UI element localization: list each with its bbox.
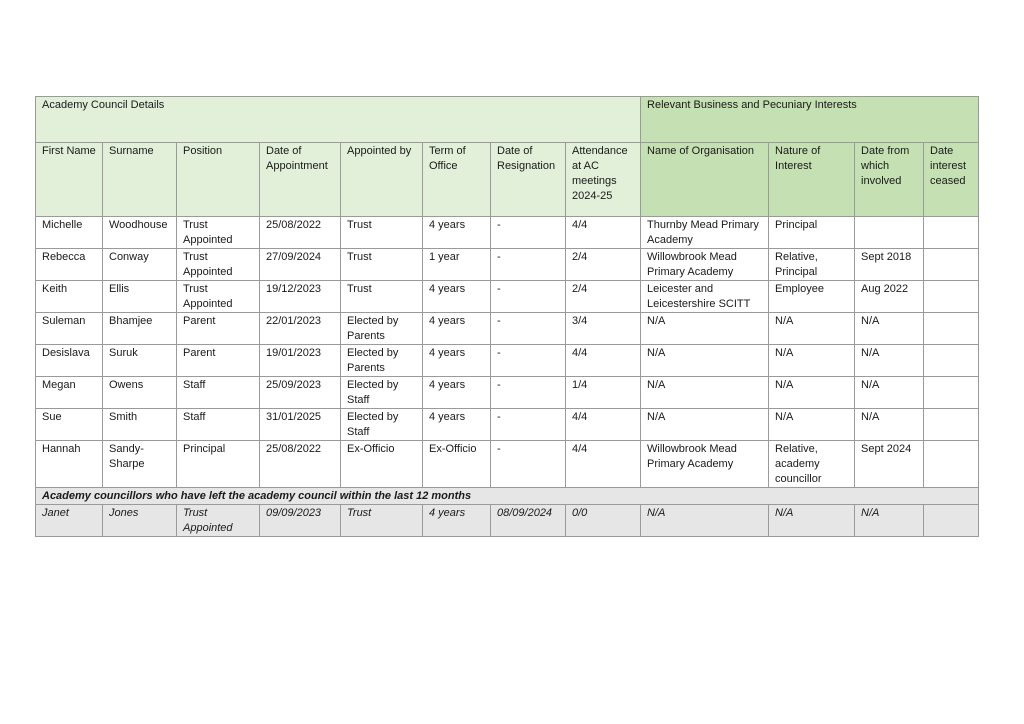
- table-cell: 4/4: [566, 409, 641, 441]
- table-cell: Parent: [177, 345, 260, 377]
- column-header: Surname: [103, 143, 177, 217]
- table-row: [36, 409, 979, 441]
- table-cell: 4 years: [423, 409, 491, 441]
- table-cell: -: [491, 377, 566, 409]
- table-cell: Sept 2018: [855, 249, 924, 281]
- table-cell: Elected by Staff: [341, 377, 423, 409]
- table-cell: Elected by Parents: [341, 313, 423, 345]
- table-cell: 25/08/2022: [260, 217, 341, 249]
- table-cell: -: [491, 281, 566, 313]
- table-cell: N/A: [641, 409, 769, 441]
- table-cell: 4/4: [566, 441, 641, 488]
- table-cell: Hannah: [36, 441, 103, 488]
- table-cell: -: [491, 313, 566, 345]
- table-cell: Parent: [177, 313, 260, 345]
- table-cell: [924, 217, 979, 249]
- table-cell: 25/08/2022: [260, 441, 341, 488]
- table-cell: N/A: [855, 313, 924, 345]
- table-cell: N/A: [855, 409, 924, 441]
- table-cell: Woodhouse: [103, 217, 177, 249]
- table-cell: Thurnby Mead Primary Academy: [641, 217, 769, 249]
- column-header: Term of Office: [423, 143, 491, 217]
- table-cell: Elected by Parents: [341, 345, 423, 377]
- table-cell: [924, 409, 979, 441]
- table-cell: -: [491, 345, 566, 377]
- table-cell: 31/01/2025: [260, 409, 341, 441]
- table-cell: [924, 441, 979, 488]
- table-cell: 4 years: [423, 377, 491, 409]
- table-cell: Willowbrook Mead Primary Academy: [641, 249, 769, 281]
- table-cell: 4/4: [566, 217, 641, 249]
- table-cell: N/A: [769, 409, 855, 441]
- table-cell: Trust Appointed: [177, 249, 260, 281]
- column-header: Date of Appointment: [260, 143, 341, 217]
- table-row: [36, 345, 979, 377]
- table-cell: -: [491, 409, 566, 441]
- table-cell: Janet: [36, 505, 103, 537]
- table-cell: 19/12/2023: [260, 281, 341, 313]
- table-cell: Aug 2022: [855, 281, 924, 313]
- table-cell: Bhamjee: [103, 313, 177, 345]
- table-cell: Ex-Officio: [341, 441, 423, 488]
- table-cell: 2/4: [566, 281, 641, 313]
- table-cell: Relative, academy councillor: [769, 441, 855, 488]
- table-row: [36, 249, 979, 281]
- table-cell: Trust Appointed: [177, 217, 260, 249]
- table-cell: [924, 281, 979, 313]
- table-cell: 25/09/2023: [260, 377, 341, 409]
- table-cell: [924, 249, 979, 281]
- table-cell: [924, 345, 979, 377]
- table-cell: Staff: [177, 409, 260, 441]
- table-cell: N/A: [855, 377, 924, 409]
- table-row: [36, 281, 979, 313]
- table-cell: N/A: [855, 345, 924, 377]
- table-cell: 1/4: [566, 377, 641, 409]
- table-row: [36, 313, 979, 345]
- table-cell: N/A: [641, 313, 769, 345]
- table-cell: 4 years: [423, 217, 491, 249]
- table-cell: 4 years: [423, 281, 491, 313]
- column-header: Name of Organisation: [641, 143, 769, 217]
- table-cell: Owens: [103, 377, 177, 409]
- table-cell: 0/0: [566, 505, 641, 537]
- table-cell: Trust: [341, 505, 423, 537]
- table-cell: Megan: [36, 377, 103, 409]
- column-header: First Name: [36, 143, 103, 217]
- table-cell: Trust Appointed: [177, 505, 260, 537]
- table-cell: N/A: [769, 377, 855, 409]
- table-cell: Sept 2024: [855, 441, 924, 488]
- column-header: Date from which involved: [855, 143, 924, 217]
- table-cell: 3/4: [566, 313, 641, 345]
- table-cell: Keith: [36, 281, 103, 313]
- table-cell: 27/09/2024: [260, 249, 341, 281]
- table-cell: 2/4: [566, 249, 641, 281]
- table-cell: Trust: [341, 249, 423, 281]
- table-cell: Sue: [36, 409, 103, 441]
- table-cell: Jones: [103, 505, 177, 537]
- table-cell: N/A: [641, 377, 769, 409]
- column-header: Date of Resignation: [491, 143, 566, 217]
- table-cell: 08/09/2024: [491, 505, 566, 537]
- table-cell: Sandy-Sharpe: [103, 441, 177, 488]
- table-cell: Suruk: [103, 345, 177, 377]
- table-row: [36, 217, 979, 249]
- table-cell: [924, 377, 979, 409]
- table-row: [36, 441, 979, 488]
- table-cell: N/A: [855, 505, 924, 537]
- table-body: [36, 217, 979, 537]
- table-cell: Trust: [341, 281, 423, 313]
- table-cell: -: [491, 217, 566, 249]
- table-cell: Principal: [769, 217, 855, 249]
- table-cell: 4 years: [423, 345, 491, 377]
- column-header: Appointed by: [341, 143, 423, 217]
- table-cell: 4 years: [423, 313, 491, 345]
- table-cell: N/A: [769, 505, 855, 537]
- table-cell: Michelle: [36, 217, 103, 249]
- table-cell: Employee: [769, 281, 855, 313]
- former-councillor-row: [36, 505, 979, 537]
- table-cell: Ex-Officio: [423, 441, 491, 488]
- academy-council-table: [35, 96, 979, 537]
- table-cell: N/A: [769, 345, 855, 377]
- table-cell: Principal: [177, 441, 260, 488]
- table-cell: 09/09/2023: [260, 505, 341, 537]
- table-cell: N/A: [769, 313, 855, 345]
- table-cell: Suleman: [36, 313, 103, 345]
- table-cell: Elected by Staff: [341, 409, 423, 441]
- table-cell: Relative, Principal: [769, 249, 855, 281]
- table-cell: -: [491, 441, 566, 488]
- table-cell: 4/4: [566, 345, 641, 377]
- table-cell: [855, 217, 924, 249]
- table-cell: 4 years: [423, 505, 491, 537]
- table-cell: 19/01/2023: [260, 345, 341, 377]
- table-cell: 1 year: [423, 249, 491, 281]
- column-header-row: [36, 143, 979, 217]
- column-header: Position: [177, 143, 260, 217]
- former-councillors-section-row: [36, 488, 979, 505]
- table-cell: [924, 505, 979, 537]
- table-cell: 22/01/2023: [260, 313, 341, 345]
- table-row: [36, 377, 979, 409]
- table-cell: N/A: [641, 345, 769, 377]
- table-cell: Staff: [177, 377, 260, 409]
- former-councillors-section-title: Academy councillors who have left the academy council within the last 12 months: [36, 488, 979, 505]
- table-cell: Smith: [103, 409, 177, 441]
- table-cell: -: [491, 249, 566, 281]
- table-cell: Rebecca: [36, 249, 103, 281]
- table-cell: Trust: [341, 217, 423, 249]
- table-cell: Willowbrook Mead Primary Academy: [641, 441, 769, 488]
- column-header: Date interest ceased: [924, 143, 979, 217]
- table-cell: Desislava: [36, 345, 103, 377]
- table-cell: Conway: [103, 249, 177, 281]
- table-cell: Leicester and Leicestershire SCITT: [641, 281, 769, 313]
- business-interests-heading: Relevant Business and Pecuniary Interests: [641, 97, 979, 143]
- academy-council-details-heading: Academy Council Details: [36, 97, 641, 143]
- table-cell: N/A: [641, 505, 769, 537]
- table-cell: [924, 313, 979, 345]
- table-cell: Ellis: [103, 281, 177, 313]
- column-header: Attendance at AC meetings 2024-25: [566, 143, 641, 217]
- table-cell: Trust Appointed: [177, 281, 260, 313]
- column-header: Nature of Interest: [769, 143, 855, 217]
